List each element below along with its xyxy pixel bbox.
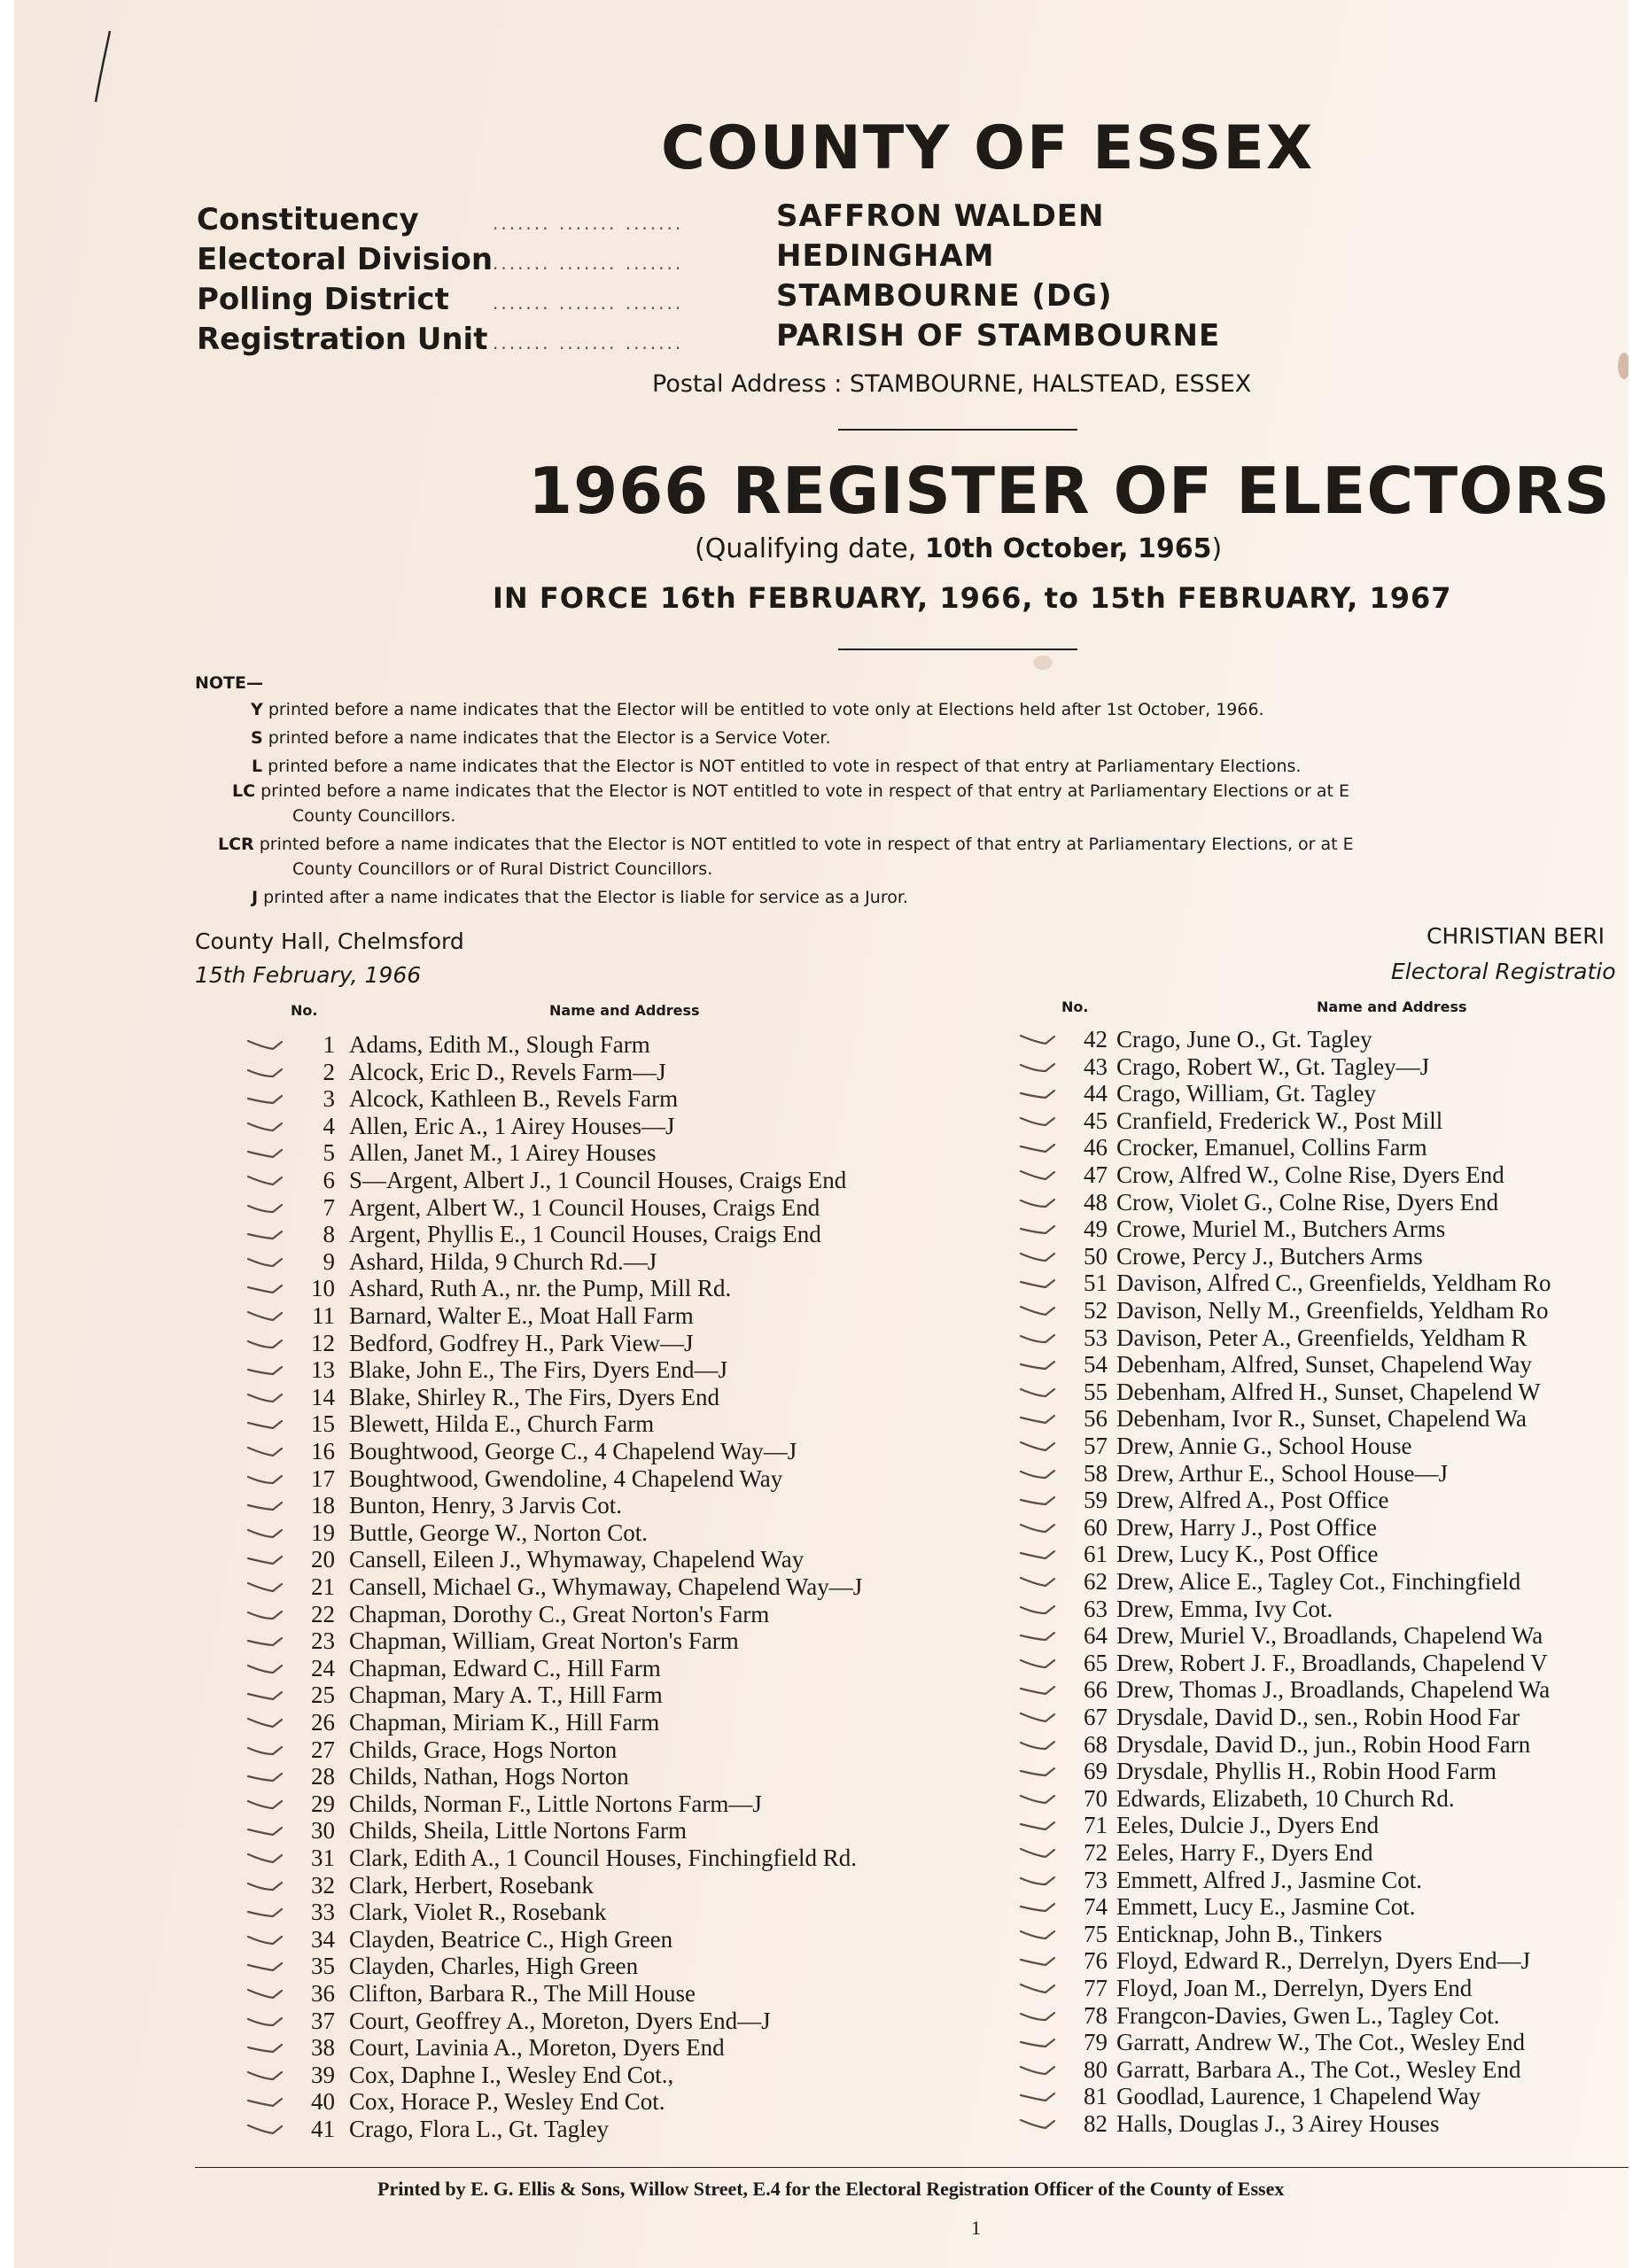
elector-number: 74: [1084, 1893, 1108, 1921]
elector-name-address: Chapman, Mary A. T., Hill Farm: [349, 1682, 663, 1709]
elector-name-address: Davison, Nelly M., Greenfields, Yeldham Ro: [1116, 1297, 1549, 1324]
elector-name-address: Cox, Daphne I., Wesley End Cot.,: [349, 2061, 674, 2088]
elector-name-address: Chapman, William, Great Norton's Farm: [349, 1627, 739, 1655]
elector-number: 42: [1084, 1026, 1108, 1052]
elector-name-address: Allen, Eric A., 1 Airey Houses—J: [349, 1112, 675, 1139]
note-text: printed before a name indicates that the Elector is NOT entitled to vote in respect of that entry at Parliamentary Elections or at E: [260, 781, 1349, 801]
leader-dots: ....... ....... .......: [493, 292, 684, 314]
elector-number: 63: [1084, 1595, 1108, 1622]
elector-name-address: Debenham, Ivor R., Sunset, Chapelend Wa: [1116, 1405, 1527, 1433]
elector-number: 40: [311, 2088, 335, 2116]
elector-name-address: Buttle, George W., Norton Cot.: [349, 1518, 648, 1546]
elector-number: 3: [323, 1085, 335, 1113]
elector-name-address: Clayden, Beatrice C., High Green: [349, 1925, 673, 1953]
elector-name-address: Eeles, Harry F., Dyers End: [1116, 1839, 1373, 1866]
elector-name-address: Allen, Janet M., 1 Airey Houses: [349, 1139, 657, 1167]
elector-number: 38: [311, 2034, 335, 2062]
elector-name-address: Clifton, Barbara R., The Mill House: [349, 1980, 696, 2007]
elector-name-address: Ashard, Ruth A., nr. the Pump, Mill Rd.: [349, 1275, 732, 1302]
elector-number: 20: [311, 1546, 335, 1573]
elector-number: 11: [312, 1302, 335, 1329]
elector-number: 56: [1084, 1405, 1108, 1433]
elector-number: 15: [311, 1410, 335, 1438]
issued-place: County Hall, Chelmsford: [195, 928, 464, 954]
elector-number: 72: [1084, 1839, 1108, 1866]
elector-number: 36: [311, 1980, 335, 2007]
elector-name-address: Drew, Muriel V., Broadlands, Chapelend Wa: [1116, 1622, 1543, 1650]
elector-name-address: Alcock, Kathleen B., Revels Farm: [349, 1085, 679, 1113]
field-value-polling-district: STAMBOURNE (DG): [776, 278, 1113, 314]
elector-number: 51: [1084, 1270, 1108, 1297]
elector-name-address: Alcock, Eric D., Revels Farm—J: [349, 1058, 666, 1085]
elector-number: 50: [1084, 1242, 1108, 1270]
elector-number: 81: [1084, 2083, 1108, 2110]
elector-number: 69: [1084, 1758, 1108, 1785]
field-value-registration-unit: PARISH OF STAMBOURNE: [776, 318, 1221, 353]
elector-number: 59: [1084, 1487, 1108, 1514]
elector-name-address: Blake, Shirley R., The Firs, Dyers End: [349, 1383, 719, 1410]
elector-name-address: Floyd, Joan M., Derrelyn, Dyers End: [1116, 1975, 1473, 2001]
elector-number: 45: [1084, 1107, 1108, 1134]
elector-number: 75: [1084, 1920, 1108, 1947]
field-value-electoral-division: HEDINGHAM: [776, 238, 995, 274]
elector-number: 70: [1084, 1784, 1108, 1812]
elector-number: 64: [1084, 1622, 1108, 1650]
elector-number: 32: [311, 1871, 335, 1899]
elector-number: 5: [323, 1139, 335, 1167]
elector-number: 61: [1084, 1541, 1108, 1568]
elector-number: 9: [323, 1247, 335, 1275]
elector-number: 62: [1084, 1568, 1108, 1595]
qualifying-suffix: ): [1211, 533, 1223, 564]
elector-name-address: Blake, John E., The Firs, Dyers End—J: [349, 1356, 727, 1384]
elector-number: 28: [311, 1763, 335, 1790]
elector-number: 79: [1084, 2029, 1108, 2056]
elector-name-address: Crago, Flora L., Gt. Tagley: [349, 2116, 610, 2142]
note-line: [292, 859, 712, 879]
register-title: 1966 REGISTER OF ELECTORS: [528, 454, 1611, 528]
field-label-polling-district: Polling District: [197, 282, 449, 317]
column-header-no: No.: [1061, 998, 1089, 1015]
elector-number: 60: [1084, 1513, 1108, 1541]
elector-name-address: Cansell, Michael G., Whymaway, Chapelend Way—J: [349, 1573, 863, 1600]
printer-imprint: Printed by E. G. Ellis & Sons, Willow Street, E.4 for the Electoral Registration Officer of the County of Essex: [377, 2178, 1285, 2200]
elector-name-address: Cranfield, Frederick W., Post Mill: [1116, 1107, 1443, 1134]
elector-name-address: Boughtwood, Gwendoline, 4 Chapelend Way: [349, 1464, 783, 1492]
note-line: [292, 806, 455, 826]
elector-number: 47: [1084, 1161, 1108, 1188]
note-line: [218, 835, 1354, 854]
elector-number: 67: [1084, 1704, 1108, 1730]
elector-number: 16: [311, 1438, 335, 1464]
note-heading: NOTE—: [195, 673, 263, 693]
elector-name-address: Cox, Horace P., Wesley End Cot.: [349, 2088, 665, 2116]
elector-number: 14: [311, 1383, 335, 1410]
elector-name-address: Drew, Alfred A., Post Office: [1116, 1487, 1389, 1514]
elector-name-address: Court, Lavinia A., Moreton, Dyers End: [349, 2034, 725, 2062]
elector-number: 31: [311, 1845, 335, 1871]
elector-number: 6: [323, 1167, 335, 1193]
divider: [838, 649, 1077, 650]
elector-name-address: Crowe, Muriel M., Butchers Arms: [1116, 1216, 1446, 1243]
elector-name-address: Crocker, Emanuel, Collins Farm: [1116, 1134, 1427, 1161]
elector-number: 43: [1084, 1052, 1108, 1080]
elector-number: 58: [1084, 1459, 1108, 1487]
elector-name-address: Court, Geoffrey A., Moreton, Dyers End—J: [349, 2007, 771, 2034]
divider: [838, 429, 1077, 431]
elector-name-address: Childs, Nathan, Hogs Norton: [349, 1763, 629, 1790]
leader-dots: ....... ....... .......: [493, 252, 684, 274]
leader-dots: ....... ....... .......: [493, 213, 684, 234]
elector-name-address: Chapman, Miriam K., Hill Farm: [349, 1709, 660, 1736]
elector-name-address: Argent, Albert W., 1 Council Houses, Craigs End: [349, 1193, 820, 1221]
elector-name-address: Bedford, Godfrey H., Park View—J: [349, 1329, 694, 1356]
elector-name-address: Enticknap, John B., Tinkers: [1116, 1920, 1383, 1947]
elector-name-address: Barnard, Walter E., Moat Hall Farm: [349, 1302, 694, 1329]
elector-number: 71: [1084, 1812, 1108, 1839]
register-page: [14, 0, 1630, 2268]
elector-name-address: Drew, Alice E., Tagley Cot., Finchingfield: [1116, 1568, 1521, 1595]
elector-name-address: Cansell, Eileen J., Whymaway, Chapelend Way: [349, 1546, 805, 1573]
elector-number: 77: [1084, 1975, 1108, 2001]
paper-stain: [1033, 656, 1053, 670]
elector-number: 46: [1084, 1134, 1108, 1161]
pen-mark-icon: [83, 27, 119, 106]
elector-name-address: Goodlad, Laurence, 1 Chapelend Way: [1116, 2083, 1481, 2110]
elector-number: 48: [1084, 1188, 1108, 1216]
elector-number: 13: [311, 1356, 335, 1384]
qualifying-prefix: (Qualifying date,: [695, 533, 925, 564]
elector-name-address: Drew, Thomas J., Broadlands, Chapelend Wa: [1116, 1676, 1551, 1704]
note-code: L: [252, 757, 263, 776]
elector-name-address: Drew, Arthur E., School House—J: [1116, 1459, 1448, 1487]
column-header-no: No.: [291, 1002, 318, 1019]
elector-name-address: Drew, Harry J., Post Office: [1116, 1513, 1377, 1541]
officer-title: Electoral Registratio: [1391, 959, 1616, 984]
note-text: printed before a name indicates that the Elector is NOT entitled to vote in respect of that entry at Parliamentary Elections, or at E: [259, 835, 1354, 854]
elector-name-address: Chapman, Dorothy C., Great Norton's Farm: [349, 1600, 770, 1627]
elector-name-address: Floyd, Edward R., Derrelyn, Dyers End—J: [1116, 1947, 1531, 1975]
elector-name-address: Halls, Douglas J., 3 Airey Houses: [1116, 2110, 1440, 2137]
elector-number: 26: [311, 1709, 335, 1736]
note-code: LC: [232, 781, 256, 801]
elector-number: 25: [311, 1682, 335, 1709]
elector-name-address: Blewett, Hilda E., Church Farm: [349, 1410, 655, 1438]
elector-number: 35: [311, 1953, 335, 1980]
elector-number: 52: [1084, 1297, 1108, 1324]
elector-number: 66: [1084, 1676, 1108, 1704]
note-line: [251, 700, 1264, 719]
elector-name-address: Crow, Alfred W., Colne Rise, Dyers End: [1116, 1161, 1504, 1188]
elector-number: 10: [311, 1275, 335, 1302]
elector-name-address: Drysdale, Phyllis H., Robin Hood Farm: [1116, 1758, 1496, 1785]
elector-number: 78: [1084, 2001, 1108, 2029]
elector-number: 55: [1084, 1378, 1108, 1405]
column-header-name: Name and Address: [1317, 998, 1467, 1015]
note-code: LCR: [218, 835, 254, 854]
elector-name-address: Childs, Grace, Hogs Norton: [349, 1736, 618, 1763]
qualifying-date: 10th October, 1965: [924, 533, 1212, 564]
elector-number: 44: [1084, 1080, 1108, 1107]
elector-number: 2: [323, 1058, 335, 1085]
in-force-line: IN FORCE 16th FEBRUARY, 1966, to 15th FEBRUARY, 1967: [493, 581, 1452, 615]
page-number: 1: [971, 2217, 981, 2239]
elector-name-address: Drew, Lucy K., Post Office: [1116, 1541, 1379, 1568]
leader-dots: ....... ....... .......: [493, 332, 684, 353]
elector-name-address: Clayden, Charles, High Green: [349, 1953, 639, 1980]
elector-name-address: Ashard, Hilda, 9 Church Rd.—J: [349, 1247, 657, 1275]
elector-name-address: Argent, Phyllis E., 1 Council Houses, Craigs End: [349, 1221, 821, 1248]
elector-name-address: Chapman, Edward C., Hill Farm: [349, 1654, 661, 1682]
elector-number: 57: [1084, 1433, 1108, 1459]
qualifying-date-line: [695, 533, 1222, 564]
field-value-constituency: SAFFRON WALDEN: [776, 198, 1105, 234]
note-text: printed before a name indicates that the Elector is a Service Voter.: [268, 728, 831, 748]
elector-number: 49: [1084, 1216, 1108, 1243]
elector-name-address: Childs, Norman F., Little Nortons Farm—J: [349, 1790, 762, 1817]
elector-number: 8: [323, 1221, 335, 1248]
elector-number: 18: [311, 1492, 335, 1519]
elector-number: 65: [1084, 1649, 1108, 1676]
elector-number: 53: [1084, 1324, 1108, 1351]
elector-name-address: Crow, Violet G., Colne Rise, Dyers End: [1116, 1188, 1499, 1216]
elector-name-address: Bunton, Henry, 3 Jarvis Cot.: [349, 1492, 622, 1519]
elector-name-address: Clark, Herbert, Rosebank: [349, 1871, 594, 1899]
elector-number: 54: [1084, 1351, 1108, 1379]
elector-number: 73: [1084, 1866, 1108, 1893]
footer-rule: [195, 2167, 1630, 2168]
note-line: [252, 757, 1301, 776]
elector-number: 19: [311, 1518, 335, 1546]
elector-number: 22: [311, 1600, 335, 1627]
elector-number: 7: [323, 1193, 335, 1221]
elector-name-address: Garratt, Andrew W., The Cot., Wesley End: [1116, 2029, 1526, 2056]
elector-name-address: Emmett, Lucy E., Jasmine Cot.: [1116, 1893, 1416, 1921]
field-label-registration-unit: Registration Unit: [197, 322, 488, 357]
elector-name-address: Edwards, Elizabeth, 10 Church Rd.: [1116, 1784, 1455, 1812]
elector-name-address: Drew, Emma, Ivy Cot.: [1116, 1595, 1333, 1622]
officer-name: CHRISTIAN BERI: [1426, 923, 1605, 949]
elector-number: 68: [1084, 1730, 1108, 1758]
note-line: [252, 888, 908, 907]
elector-name-address: Davison, Peter A., Greenfields, Yeldham R: [1116, 1324, 1528, 1351]
elector-name-address: Clark, Violet R., Rosebank: [349, 1899, 607, 1926]
elector-name-address: Emmett, Alfred J., Jasmine Cot.: [1116, 1866, 1422, 1893]
elector-name-address: Crago, Robert W., Gt. Tagley—J: [1116, 1052, 1430, 1080]
issued-date: 15th February, 1966: [195, 962, 422, 988]
column-header-name: Name and Address: [549, 1002, 700, 1019]
elector-number: 27: [311, 1736, 335, 1763]
elector-name-address: Davison, Alfred C., Greenfields, Yeldham Ro: [1116, 1270, 1551, 1297]
elector-name-address: Childs, Sheila, Little Nortons Farm: [349, 1817, 687, 1845]
note-code: S: [251, 728, 263, 748]
note-text: printed before a name indicates that the Elector is NOT entitled to vote in respect of that entry at Parliamentary Elections.: [268, 757, 1302, 776]
elector-name-address: Clark, Edith A., 1 Council Houses, Finchingfield Rd.: [349, 1845, 857, 1871]
elector-name-address: S—Argent, Albert J., 1 Council Houses, Craigs End: [349, 1167, 847, 1193]
elector-name-address: Drew, Robert J. F., Broadlands, Chapelend V: [1116, 1649, 1548, 1676]
county-title: COUNTY OF ESSEX: [661, 113, 1315, 183]
elector-number: 29: [311, 1790, 335, 1817]
field-label-electoral-division: Electoral Division: [197, 242, 494, 277]
elector-name-address: Drysdale, David D., jun., Robin Hood Farn: [1116, 1730, 1531, 1758]
elector-number: 24: [311, 1654, 335, 1682]
note-text: printed after a name indicates that the Elector is liable for service as a Juror.: [263, 888, 908, 907]
note-text: printed before a name indicates that the Elector will be entitled to vote only at Elections held after 1st October, 1966.: [268, 700, 1264, 719]
elector-name-address: Boughtwood, George C., 4 Chapelend Way—J: [349, 1438, 797, 1464]
elector-number: 82: [1084, 2110, 1108, 2137]
elector-number: 80: [1084, 2055, 1108, 2083]
elector-name-address: Drew, Annie G., School House: [1116, 1433, 1412, 1459]
elector-number: 23: [311, 1627, 335, 1655]
scan-margin: [1629, 0, 1648, 2268]
elector-name-address: Debenham, Alfred, Sunset, Chapelend Way: [1116, 1351, 1532, 1379]
elector-number: 39: [311, 2061, 335, 2088]
elector-number: 30: [311, 1817, 335, 1845]
elector-number: 33: [311, 1899, 335, 1926]
elector-number: 41: [311, 2116, 335, 2142]
elector-number: 34: [311, 1925, 335, 1953]
elector-number: 4: [323, 1112, 335, 1139]
elector-name-address: Frangcon-Davies, Gwen L., Tagley Cot.: [1116, 2001, 1500, 2029]
elector-name-address: Crago, William, Gt. Tagley: [1116, 1080, 1376, 1107]
note-text: County Councillors.: [292, 806, 456, 826]
note-code: Y: [251, 700, 263, 719]
elector-name-address: Debenham, Alfred H., Sunset, Chapelend W: [1116, 1378, 1541, 1405]
elector-name-address: Crowe, Percy J., Butchers Arms: [1116, 1242, 1423, 1270]
elector-name-address: Garratt, Barbara A., The Cot., Wesley End: [1116, 2055, 1521, 2083]
elector-number: 37: [311, 2007, 335, 2034]
field-label-constituency: Constituency: [197, 202, 419, 237]
elector-number: 21: [311, 1573, 335, 1600]
note-line: [232, 781, 1349, 801]
elector-name-address: Drysdale, David D., sen., Robin Hood Far: [1116, 1704, 1520, 1730]
note-code: J: [252, 888, 259, 907]
elector-name-address: Crago, June O., Gt. Tagley: [1116, 1026, 1372, 1052]
elector-number: 1: [323, 1031, 335, 1058]
elector-name-address: Eeles, Dulcie J., Dyers End: [1116, 1812, 1380, 1839]
elector-number: 12: [311, 1329, 335, 1356]
elector-number: 76: [1084, 1947, 1108, 1975]
postal-address: Postal Address : STAMBOURNE, HALSTEAD, ESSEX: [652, 370, 1252, 398]
elector-name-address: Adams, Edith M., Slough Farm: [349, 1031, 650, 1058]
note-line: [251, 728, 831, 748]
note-text: County Councillors or of Rural District Councillors.: [292, 859, 713, 879]
elector-number: 17: [311, 1464, 335, 1492]
